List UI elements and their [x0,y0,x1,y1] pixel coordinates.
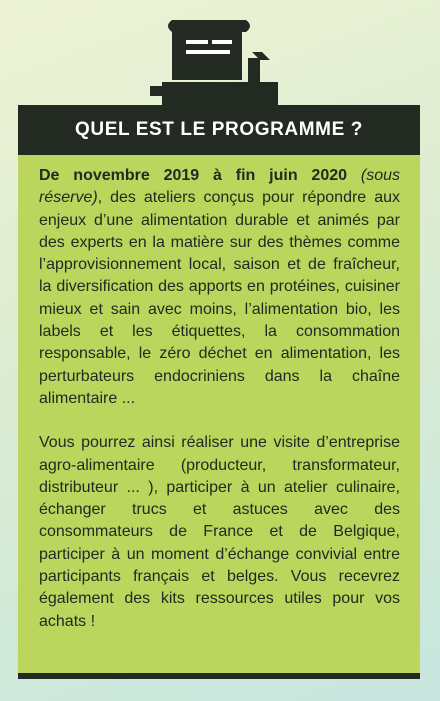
card-title: QUEL EST LE PROGRAMME ? [18,105,420,155]
date-range: De novembre 2019 à fin juin 2020 [39,167,348,184]
paragraph-activities: Vous pourrez ainsi réaliser une visite d’entreprise agro-alimentaire (producteur, transformateur, distributeur ... ), participer à un atelier culinaire, échanger trucs et astuces avec des consommateurs de France et de Belgique, participer à un moment d’échange convivial entre participants français et belges. Vous recevrez également des kits ressources utiles pour vos achats ! [39,434,400,630]
schedule-description: , des ateliers conçus pour répondre aux enjeux d’une alimentation durable et animés par des experts en la matière sur des thèmes comme l’approvisionnement local, saison et de fraîcheur, la diversification des apports en protéines, cuisiner mieux et sain avec moins, l’alimentation bio, les labels et les étiquettes, la consommation responsable, le zéro déchet en alimentation, les perturbateurs endocriniens dans la chaîne alimentaire ... [39,189,400,407]
typewriter-document-icon [150,14,290,106]
program-card [18,105,420,679]
reservation-note: (sous réserve) [39,167,400,207]
card-body [39,165,400,633]
paragraph-schedule [39,165,400,410]
